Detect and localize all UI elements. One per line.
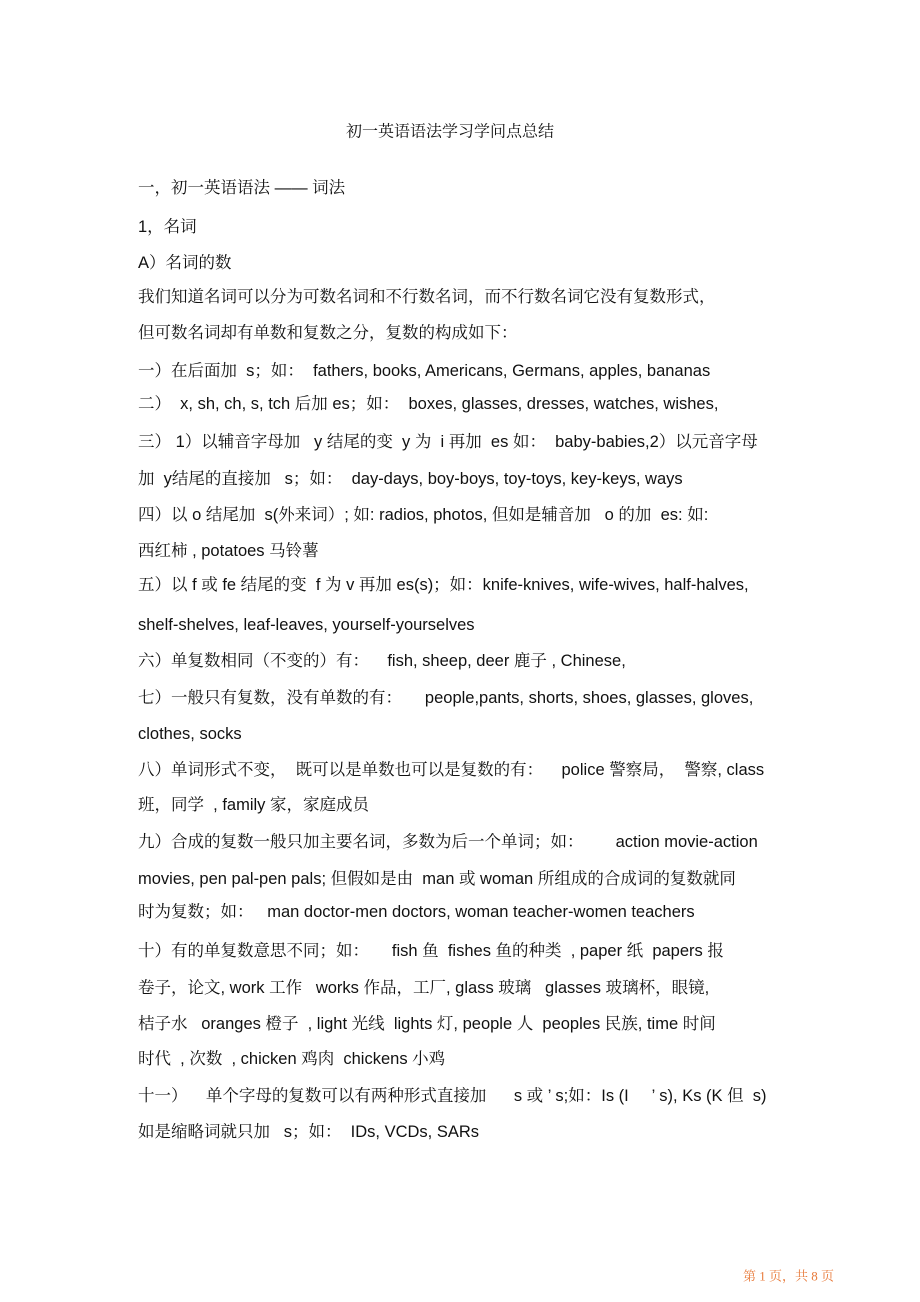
- text-line: 我们知道名词可以分为可数名词和不行数名词，而不行数名词它没有复数形式，: [138, 288, 716, 306]
- text-line: 十）有的单复数意思不同；如： fish 鱼 fishes 鱼的种类 , paper 纸 papers 报: [138, 942, 724, 960]
- text-line: 如是缩略词就只加 s；如： IDs, VCDs, SARs: [138, 1123, 480, 1141]
- text-line: 三） 1）以辅音字母加 y 结尾的变 y 为 i 再加 es 如： baby-babies,2）以元音字母: [138, 433, 758, 451]
- text-line: 班，同学 , family 家，家庭成员: [138, 796, 370, 814]
- text-line: 西红柿 , potatoes 马铃薯: [138, 542, 319, 560]
- text-line: 四）以 o 结尾加 s(外来词）; 如: radios, photos, 但如是辅音加 o 的加 es: 如:: [138, 506, 709, 524]
- text-line: 一）在后面加 s；如： fathers, books, Americans, Germans, apples, bananas: [138, 362, 711, 380]
- text-line: 加 y结尾的直接加 s；如： day-days, boy-boys, toy-toys, key-keys, ways: [138, 470, 683, 488]
- text-line: 六）单复数相同（不变的）有： fish, sheep, deer 鹿子 , Chinese,: [138, 652, 626, 670]
- text-line: 1，名词: [138, 218, 197, 236]
- text-line: 二） x, sh, ch, s, tch 后加 es；如： boxes, glasses, dresses, watches, wishes,: [138, 395, 719, 413]
- text-line: clothes, socks: [138, 725, 242, 743]
- text-line: 八）单词形式不变， 既可以是单数也可以是复数的有： police 警察局， 警察, class: [138, 761, 765, 779]
- text-line: 时代 , 次数 , chicken 鸡肉 chickens 小鸡: [138, 1050, 446, 1068]
- text-line: 七）一般只有复数，没有单数的有： people,pants, shorts, shoes, glasses, gloves,: [138, 689, 754, 707]
- page-number: 第 1 页，共 8 页: [743, 1268, 835, 1284]
- text-line: 十一） 单个字母的复数可以有两种形式直接加 s 或 ’ s;如：Is (I ’ s), Ks (K 但 s): [138, 1087, 767, 1105]
- text-line: 桔子水 oranges 橙子 , light 光线 lights 灯, people 人 peoples 民族, time 时间: [138, 1015, 716, 1033]
- text-line: 九）合成的复数一般只加主要名词，多数为后一个单词；如： action movie-action: [138, 833, 758, 851]
- document-title: 初一英语语法学习学问点总结: [345, 123, 554, 141]
- text-line: 一，初一英语语法 —— 词法: [138, 179, 346, 197]
- text-line: shelf-shelves, leaf-leaves, yourself-yourselves: [138, 616, 475, 634]
- text-line: movies, pen pal-pen pals; 但假如是由 man 或 woman 所组成的合成词的复数就同: [138, 870, 736, 888]
- text-line: 时为复数；如： man doctor-men doctors, woman teacher-women teachers: [138, 903, 695, 921]
- text-line: A）名词的数: [138, 254, 232, 272]
- text-line: 五）以 f 或 fe 结尾的变 f 为 v 再加 es(s)；如：knife-knives, wife-wives, half-halves,: [138, 576, 749, 594]
- text-line: 卷子，论文, work 工作 works 作品，工厂, glass 玻璃 glasses 玻璃杯，眼镜,: [138, 979, 710, 997]
- text-line: 但可数名词却有单数和复数之分，复数的构成如下：: [138, 324, 518, 342]
